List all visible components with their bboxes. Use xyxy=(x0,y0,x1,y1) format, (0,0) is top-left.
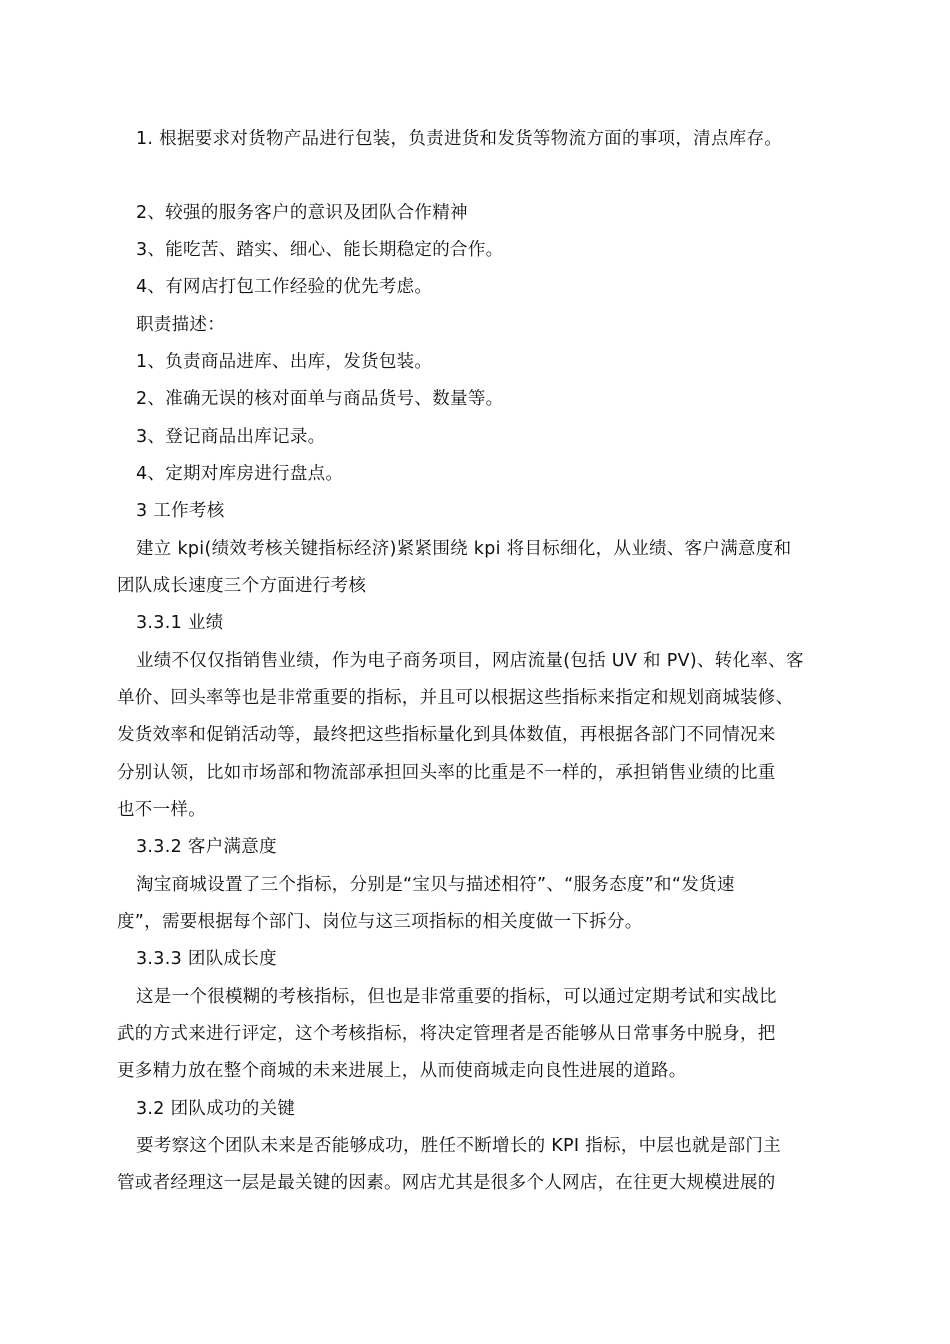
text-line-18: 也不一样。 xyxy=(117,800,206,820)
text-line-4: 4、有网店打包工作经验的优先考虑。 xyxy=(136,277,433,297)
text-line-16: 发货效率和促销活动等，最终把这些指标量化到具体数值，再根据各部门不同情况来 xyxy=(117,725,776,745)
text-line-9: 4、定期对库房进行盘点。 xyxy=(136,464,344,484)
section-heading-3: 3 工作考核 xyxy=(136,501,225,521)
text-line-12: 团队成长速度三个方面进行考核 xyxy=(117,576,367,596)
text-line-14: 业绩不仅仅指销售业绩，作为电子商务项目，网店流量(包括 UV 和 PV)、转化率、客 xyxy=(136,651,804,671)
text-line-17: 分别认领，比如市场部和物流部承担回头率的比重是不一样的，承担销售业绩的比重 xyxy=(117,763,776,783)
text-line-25: 更多精力放在整个商城的未来进展上，从而使商城走向良性进展的道路。 xyxy=(117,1061,687,1081)
text-line-20: 淘宝商城设置了三个指标，分别是“宝贝与描述相符”、“服务态度”和“发货速 xyxy=(136,875,735,895)
text-line-21: 度”，需要根据每个部门、岗位与这三项指标的相关度做一下拆分。 xyxy=(117,912,643,932)
section-heading-3-3-2: 3.3.2 客户满意度 xyxy=(136,837,277,857)
text-line-2: 2、较强的服务客户的意识及团队合作精神 xyxy=(136,203,468,223)
text-line-5: 职责描述： xyxy=(136,315,225,335)
text-line-11: 建立 kpi(绩效考核关键指标经济)紧紧围绕 kpi 将目标细化，从业绩、客户满意度和 xyxy=(136,539,792,559)
text-line-6: 1、负责商品进库、出库，发货包装。 xyxy=(136,352,433,372)
section-heading-3-2: 3.2 团队成功的关键 xyxy=(136,1099,296,1119)
text-line-23: 这是一个很模糊的考核指标，但也是非常重要的指标，可以通过定期考试和实战比 xyxy=(136,987,777,1007)
section-heading-3-3-1: 3.3.1 业绩 xyxy=(136,613,224,633)
text-line-15: 单价、回头率等也是非常重要的指标，并且可以根据这些指标来指定和规划商城装修、 xyxy=(117,688,794,708)
text-line-3: 3、能吃苦、踏实、细心、能长期稳定的合作。 xyxy=(136,240,504,260)
text-line-28: 管或者经理这一层是最关键的因素。网店尤其是很多个人网店，在往更大规模进展的 xyxy=(117,1173,776,1193)
section-heading-3-3-3: 3.3.3 团队成长度 xyxy=(136,949,277,969)
text-line-24: 武的方式来进行评定，这个考核指标，将决定管理者是否能够从日常事务中脱身，把 xyxy=(117,1024,776,1044)
text-line-8: 3、登记商品出库记录。 xyxy=(136,427,326,447)
text-line-1: 1. 根据要求对货物产品进行包装，负责进货和发货等物流方面的事项，清点库存。 xyxy=(136,129,783,149)
text-line-27: 要考察这个团队未来是否能够成功，胜任不断增长的 KPI 指标，中层也就是部门主 xyxy=(136,1136,782,1156)
text-line-7: 2、准确无误的核对面单与商品货号、数量等。 xyxy=(136,389,504,409)
